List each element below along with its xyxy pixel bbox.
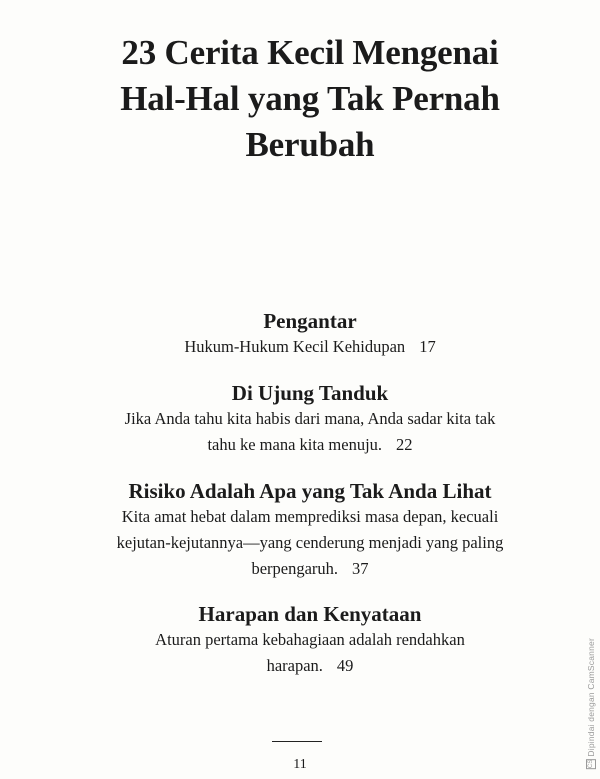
toc-entry-di-ujung-tanduk <box>30 380 590 458</box>
section-description <box>30 627 590 679</box>
page-reference: 49 <box>336 656 354 675</box>
section-description <box>30 334 590 360</box>
page-reference: 37 <box>352 559 369 578</box>
description-line: Hukum-Hukum Kecil Kehidupan <box>184 337 406 356</box>
section-title: Risiko Adalah Apa yang Tak Anda Lihat <box>128 479 492 503</box>
section-description <box>30 406 590 458</box>
toc-entry-risiko <box>30 478 590 582</box>
description-line: Jika Anda tahu kita habis dari mana, Anda sadar kita tak <box>124 409 496 428</box>
description-line: harapan. <box>266 656 323 675</box>
scanner-watermark <box>586 638 596 772</box>
page-reference: 17 <box>419 337 436 356</box>
section-title: Pengantar <box>263 309 357 333</box>
description-line: Aturan pertama kebahagiaan adalah rendahkan <box>155 630 465 649</box>
page-reference: 22 <box>396 435 413 454</box>
footer-divider <box>272 741 322 742</box>
section-title: Harapan dan Kenyataan <box>198 602 422 626</box>
scanner-watermark-text: Dipindai dengan CamScanner <box>586 638 596 757</box>
toc-entry-harapan <box>30 601 590 679</box>
page-number: 11 <box>293 757 307 772</box>
section-title: Di Ujung Tanduk <box>231 381 389 405</box>
description-line: berpengaruh. <box>251 559 339 578</box>
book-title <box>40 30 580 168</box>
description-line: tahu ke mana kita menuju. <box>207 435 383 454</box>
book-title-line: 23 Cerita Kecil Mengenai <box>121 33 499 72</box>
description-line: Kita amat hebat dalam memprediksi masa depan, kecuali <box>121 507 499 526</box>
description-line: kejutan-kejutannya—yang cenderung menjadi yang paling <box>116 533 504 552</box>
section-description <box>30 504 590 582</box>
book-title-line: Hal-Hal yang Tak Pernah <box>120 79 500 118</box>
book-title-line: Berubah <box>245 125 375 164</box>
toc-entry-pengantar <box>30 308 590 360</box>
camscanner-logo-icon: CS <box>588 759 594 769</box>
